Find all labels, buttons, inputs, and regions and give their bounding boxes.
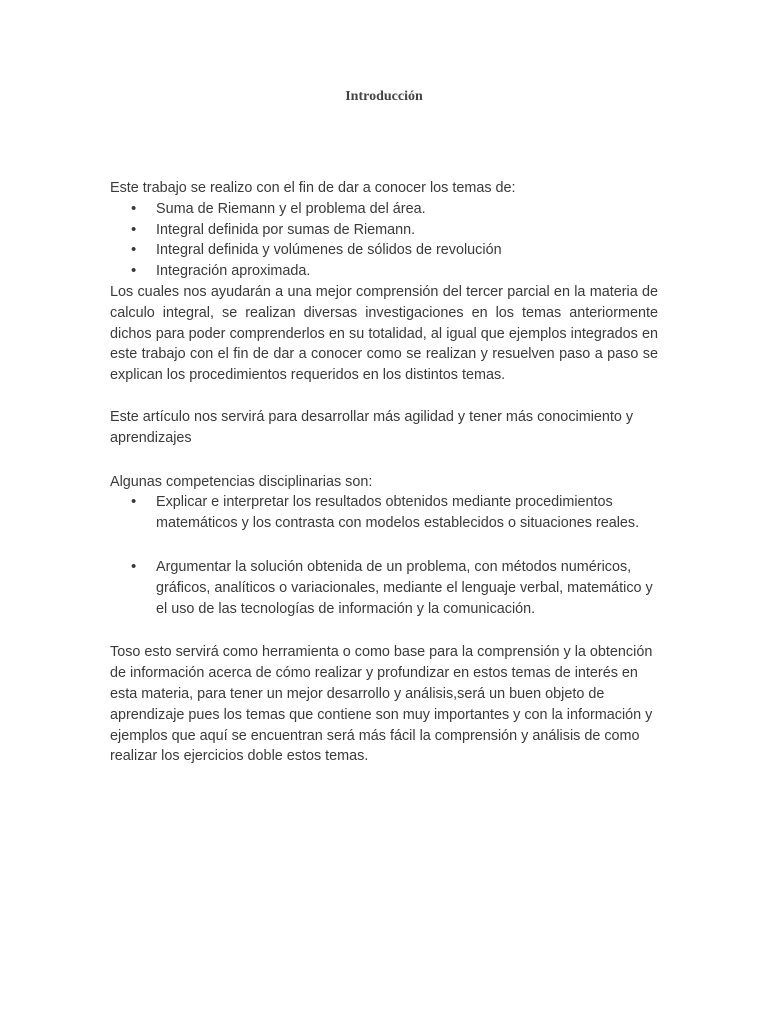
list-item: • Suma de Riemann y el problema del área.: [110, 199, 658, 220]
list-item: • Integral definida y volúmenes de sólidos de revolución: [110, 240, 658, 261]
document-body: [110, 178, 658, 767]
body-paragraph-1: Los cuales nos ayudarán a una mejor comprensión del tercer parcial en la materia de calculo integral, se realizan diversas investigaciones en los temas anteriormente dichos para poder comprenderlos en su totalidad, al igual que ejemplos integrados en este trabajo con el fin de dar a conocer como se realizan y resuelven paso a paso se explican los procedimientos requeridos en los distintos temas.: [110, 283, 658, 384]
list-item: • Integración aproximada.: [110, 261, 658, 282]
competencias-list: [110, 492, 658, 619]
body-paragraph-3: Toso esto servirá como herramienta o como base para la comprensión y la obtención de información acerca de cómo realizar y profundizar en estos temas de interés en esta materia, para tener un mejor desarrollo y análisis,será un buen objeto de aprendizaje pues los temas que contiene son muy importantes y con la información y ejemplos que aquí se encuentran será más fácil la comprensión y análisis de como realizar los ejercicios doble estos temas.: [110, 644, 653, 765]
body-paragraph-2: Este artículo nos servirá para desarrollar más agilidad y tener más conocimiento y aprendizajes: [110, 408, 634, 446]
page-title: Introducción: [345, 89, 423, 104]
intro-paragraph: Este trabajo se realizo con el fin de dar a conocer los temas de:: [110, 180, 516, 196]
list-item: • Integral definida por sumas de Riemann.: [110, 220, 658, 241]
competencias-heading: Algunas competencias disciplinarias son:: [110, 473, 373, 490]
list-item: • Explicar e interpretar los resultados obtenidos mediante procedimientos matemáticos y los contrasta con modelos establecidos o situaciones reales.: [110, 492, 658, 534]
list-item: • Argumentar la solución obtenida de un problema, con métodos numéricos, gráficos, analíticos o variacionales, mediante el lenguaje verbal, matemático y el uso de las tecnologías de información y la comunicación.: [110, 557, 658, 619]
topics-list: [110, 199, 658, 282]
